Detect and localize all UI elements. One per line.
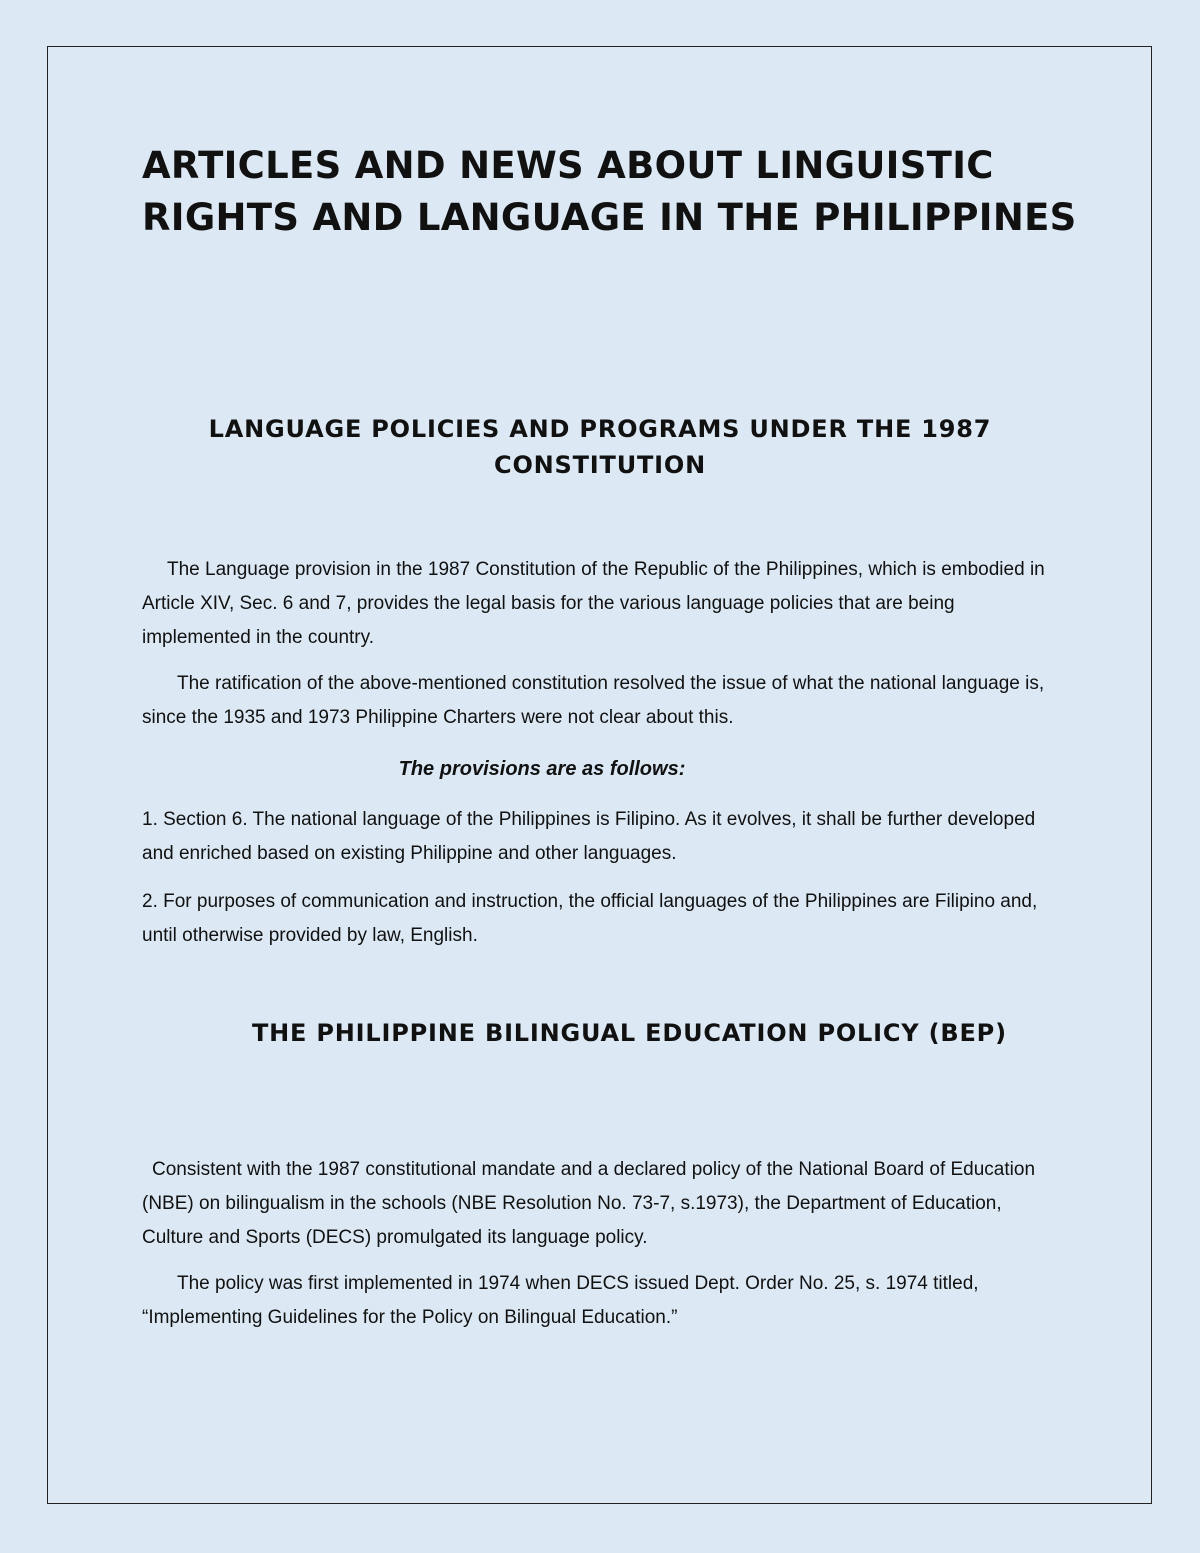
provisions-label: The provisions are as follows: xyxy=(398,758,686,780)
paragraph-ratification: The ratification of the above-mentioned constitution resolved the issue of what the national language is, since the 1935 and 1973 Philippine Charters were not clear about this. xyxy=(142,673,1045,728)
paragraph-language-provision: The Language provision in the 1987 Constitution of the Republic of the Philippines, which is embodied in Article XIV, Sec. 6 and 7, provides the legal basis for the various language policies that are being implemented in the country. xyxy=(142,559,1045,648)
section-heading-bep: THE PHILIPPINE BILINGUAL EDUCATION POLICY (BEP) xyxy=(252,1019,1007,1047)
section-heading-constitution: LANGUAGE POLICIES AND PROGRAMS UNDER THE 1987 CONSTITUTION xyxy=(208,415,992,479)
provision-item: 2. For purposes of communication and instruction, the official languages of the Philippines are Filipino and, until otherwise provided by law, English. xyxy=(142,891,1038,946)
provision-item: 1. Section 6. The national language of the Philippines is Filipino. As it evolves, it shall be further developed and enriched based on existing Philippine and other languages. xyxy=(142,809,1036,864)
document-title: ARTICLES AND NEWS ABOUT LINGUISTIC RIGHTS AND LANGUAGE IN THE PHILIPPINES xyxy=(142,144,1077,239)
paragraph-bep-consistency: Consistent with the 1987 constitutional mandate and a declared policy of the National Board of Education (NBE) on bilingualism in the schools (NBE Resolution No. 73-7, s.1973), the Department of Education, Culture and Sports (DECS) promulgated its language policy. xyxy=(142,1159,1036,1248)
paragraph-bep-implementation: The policy was first implemented in 1974 when DECS issued Dept. Order No. 25, s. 1974 titled, “Implementing Guidelines for the Policy on Bilingual Education.” xyxy=(142,1273,979,1328)
